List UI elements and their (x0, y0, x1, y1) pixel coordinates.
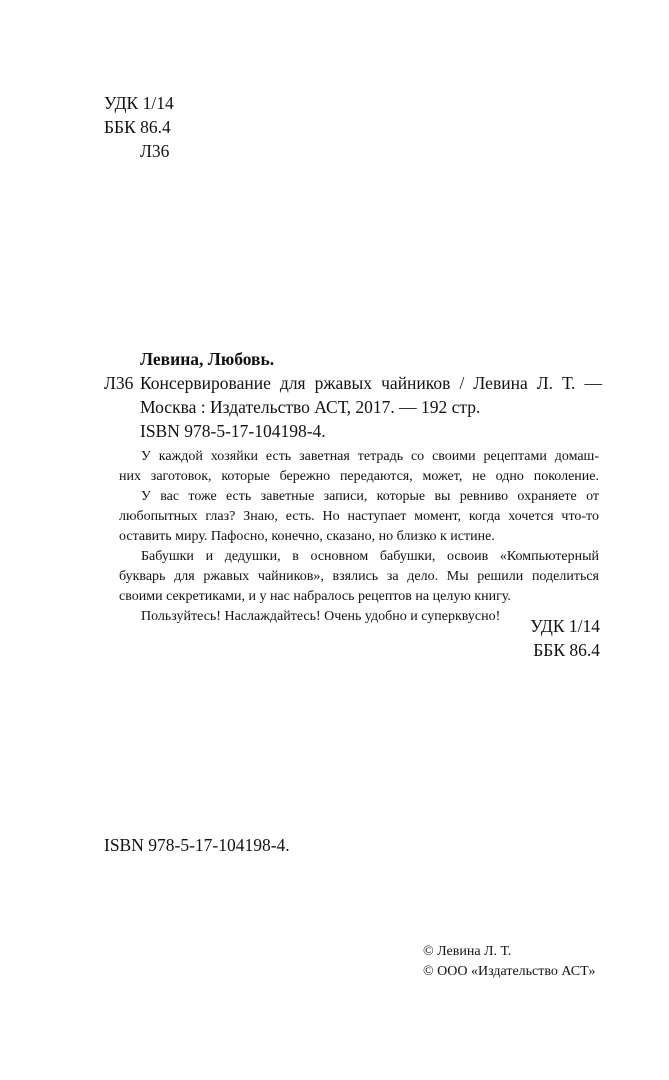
record-author: Левина, Любовь. (140, 349, 275, 369)
annotation-line: оставить миру. Пафосно, конечно, сказано, но близко к истине. (119, 529, 495, 544)
annotation-line: У каждой хозяйки есть заветная тетрадь со своими рецептами домаш- (141, 449, 599, 464)
record-author-sign: Л36 (104, 373, 134, 393)
annotation-line: Пользуйтесь! Наслаждайтесь! Очень удобно и суперквусно! (141, 609, 501, 624)
header-author-sign: Л36 (140, 141, 170, 161)
footer-isbn: ISBN 978-5-17-104198-4. (104, 835, 290, 855)
header-bbk: ББК 86.4 (104, 117, 171, 137)
copyright-publisher: © ООО «Издательство АСТ» (423, 964, 596, 979)
annotation-line: У вас тоже есть заветные записи, которые вы ревниво охраняете от (141, 489, 599, 504)
classification-udk: УДК 1/14 (530, 616, 600, 636)
record-title: Консервирование для ржавых чайников / Левина Л. Т. — (140, 373, 602, 393)
record-imprint: Москва : Издательство АСТ, 2017. — 192 стр. (140, 397, 481, 417)
record-isbn: ISBN 978-5-17-104198-4. (140, 421, 326, 441)
annotation-line: любопытных глаз? Знаю, есть. Но наступает момент, когда хочется что-то (119, 509, 599, 524)
annotation-line: Бабушки и дедушки, в основном бабушки, освоив «Компьютерный (141, 549, 599, 564)
classification-bbk: ББК 86.4 (533, 640, 600, 660)
header-udk: УДК 1/14 (104, 93, 174, 113)
annotation-line: них заготовок, которые бережно передаются, может, не одно поколение. (119, 469, 599, 484)
annotation-line: букварь для ржавых чайников», взялись за дело. Мы решили поделиться (119, 569, 599, 584)
annotation-line: своими секретиками, и у нас набралось рецептов на целую книгу. (119, 589, 511, 604)
copyright-author: © Левина Л. Т. (423, 944, 512, 959)
